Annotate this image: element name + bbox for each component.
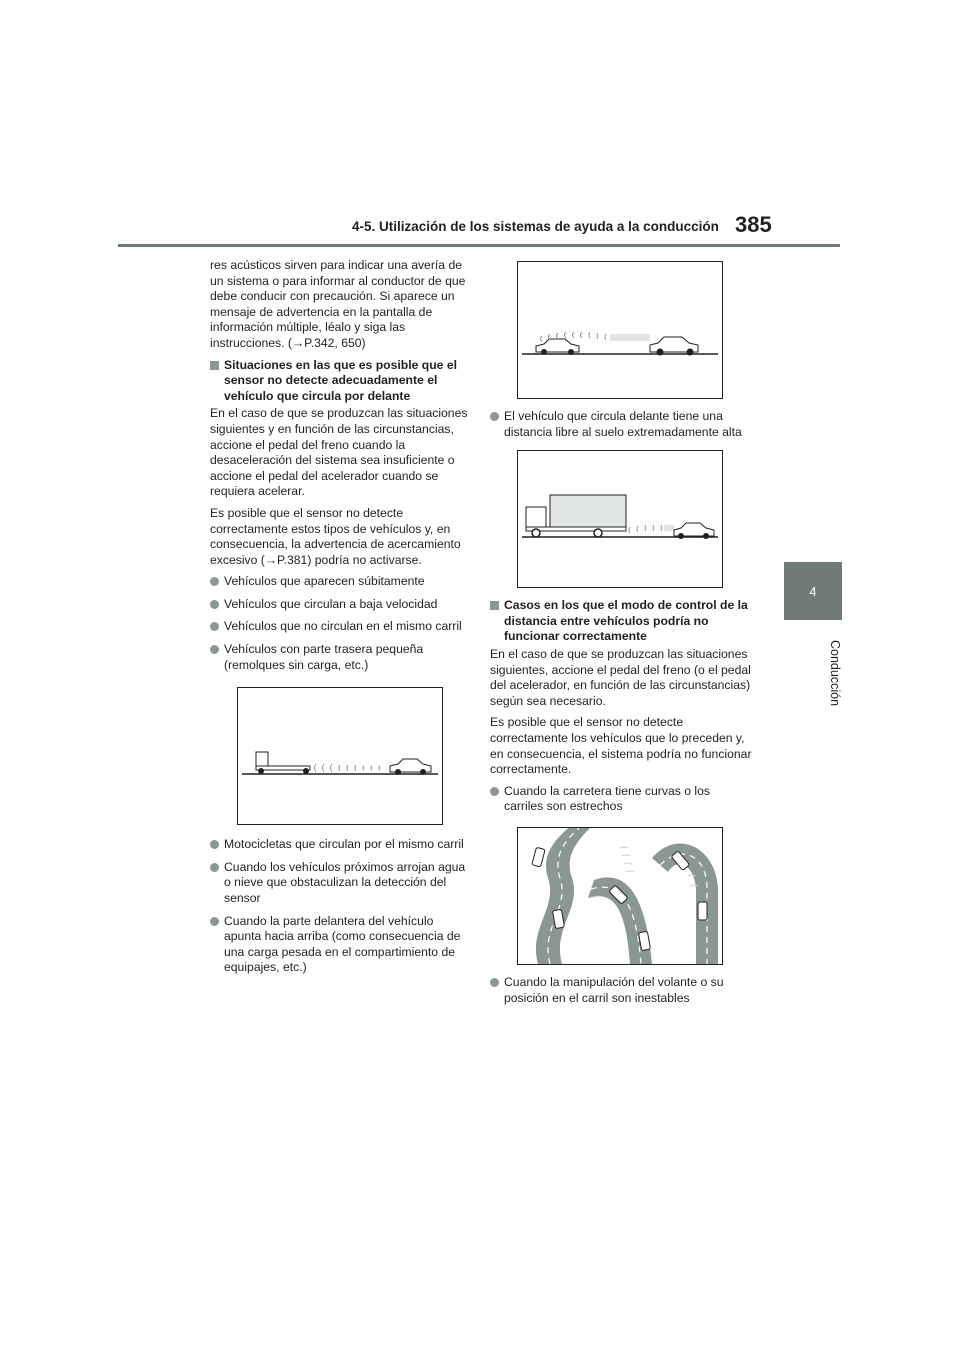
list-item [210, 837, 472, 853]
bullet-icon [210, 577, 219, 586]
heading-text: Casos en los que el modo de control de la distancia entre vehículos podría no funcionar correctamente [504, 598, 748, 644]
heading-sensor-detection [210, 358, 472, 405]
bullet-icon [210, 863, 219, 872]
heading-text: Situaciones en las que es posible que el sensor no detecte adecuadamente el vehículo que circula por delante [224, 357, 457, 403]
list-item-text: Motocicletas que circulan por el mismo carril [224, 837, 464, 852]
bullet-icon [490, 787, 499, 796]
list-item-text: Cuando los vehículos próximos arrojan agua o nieve que obstaculizan la detección del sensor [224, 859, 466, 906]
chapter-tab[interactable]: 4 [784, 562, 842, 620]
header-rule [118, 244, 840, 247]
list-item [490, 975, 752, 1006]
list-item-text: Vehículos que aparecen súbitamente [224, 574, 425, 589]
paragraph: Es posible que el sensor no detecte correctamente los vehículos que lo preceden y, en consecuencia, el sistema podría no funcionar correctamente. [490, 715, 752, 777]
paragraph: En el caso de que se produzcan las situaciones siguientes y en función de las circunstancias, accione el pedal del freno cuando la desaceleración del sistema sea insuficiente o accione el pedal del acelerador cuando se requiera acelerar. [210, 406, 468, 499]
list-item [210, 574, 472, 590]
list-item-text: Cuando la carretera tiene curvas o los carriles son estrechos [504, 783, 710, 814]
list-item-text: Cuando la manipulación del volante o su posición en el carril son inestables [504, 974, 724, 1005]
section-title: 4-5. Utilización de los sistemas de ayuda a la conducción [352, 219, 719, 234]
paragraph: Es posible que el sensor no detecte correctamente estos tipos de vehículos y, en consecuencia, la advertencia de acercamiento excesivo (→P.381) podría no activarse. [210, 505, 461, 567]
curved-road-illustration-svg [518, 828, 722, 964]
page-number: 385 [735, 212, 772, 237]
list-item [210, 597, 472, 613]
left-column [210, 258, 472, 983]
list-item-text: Vehículos que no circulan en el mismo carril [224, 619, 462, 634]
list-item-text: Vehículos con parte trasera pequeña (remolques sin carga, etc.) [224, 642, 424, 672]
bullet-icon [490, 412, 499, 421]
paragraph: En el caso de que se produzcan las situaciones siguientes, accione el pedal del freno (o el pedal del acelerador, en función de las circunstancias) según sea necesario. [490, 646, 751, 708]
bullet-icon [210, 917, 219, 926]
bullet-icon [210, 600, 219, 609]
bullet-icon [210, 645, 219, 654]
truck-illustration-svg [518, 451, 722, 587]
list-item [210, 642, 472, 673]
list-item [490, 784, 752, 815]
list-item [210, 860, 472, 907]
trailer-illustration-svg [238, 688, 442, 824]
list-item-text: El vehículo que circula delante tiene una distancia libre al suelo extremadamente alta [504, 409, 742, 439]
intro-paragraph: res acústicos sirven para indicar una avería de un sistema o para informar al conductor de que debe conducir con precaución. Si aparece un mensaje de advertencia en la pantalla de información múltiple, léalo y siga las instrucciones. (→P.342, 650) [210, 258, 466, 350]
list-item [210, 914, 472, 976]
square-bullet-icon [490, 601, 499, 610]
high-clearance-illustration [517, 261, 723, 399]
bullet-icon [210, 840, 219, 849]
bullet-icon [210, 622, 219, 631]
list-item [490, 409, 752, 440]
trailer-illustration [237, 687, 443, 825]
truck-illustration [517, 450, 723, 588]
curved-road-illustration [517, 827, 723, 965]
list-item-text: Cuando la parte delantera del vehículo apunta hacia arriba (como consecuencia de una carga pesada en el compartimiento de equipajes, etc.) [224, 913, 461, 975]
list-item [210, 619, 472, 635]
heading-control-mode [490, 598, 752, 645]
chapter-label: Conducción [828, 639, 842, 706]
list-item-text: Vehículos que circulan a baja velocidad [224, 596, 438, 611]
high-clearance-illustration-svg [518, 262, 722, 398]
square-bullet-icon [210, 361, 219, 370]
right-column [490, 258, 752, 1013]
bullet-icon [490, 978, 499, 987]
